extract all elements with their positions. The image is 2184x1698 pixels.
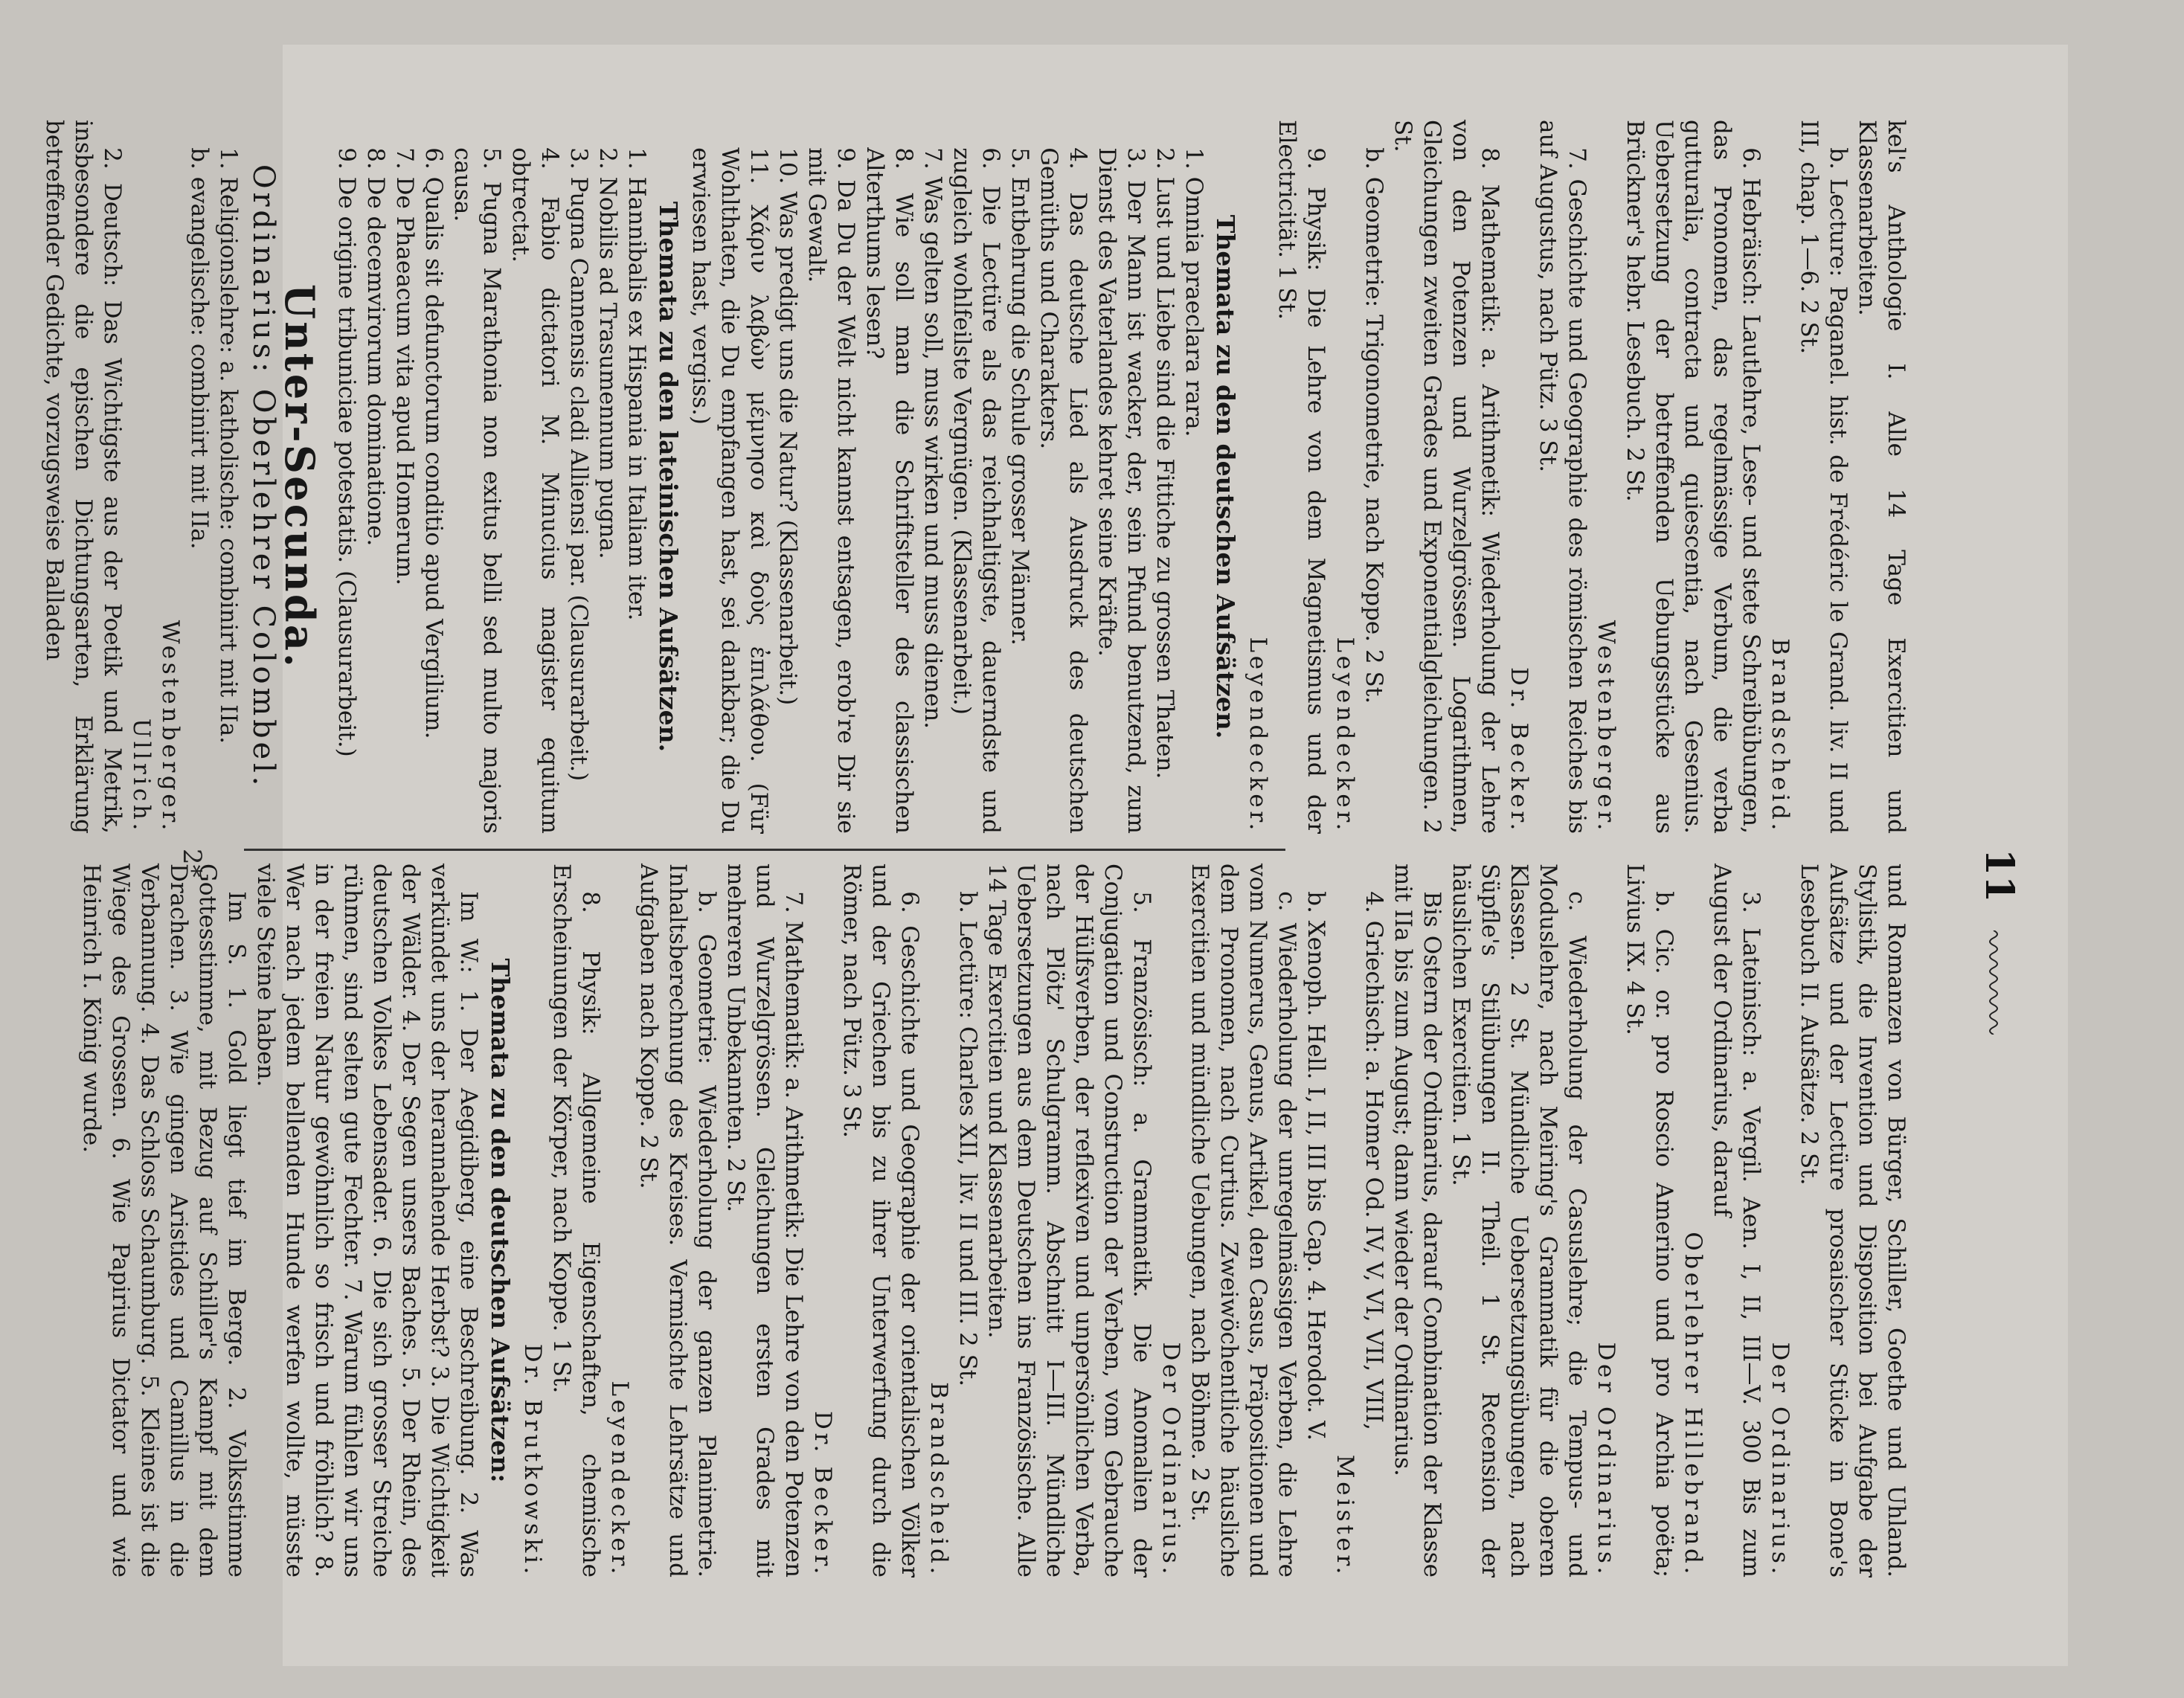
paragraph: b. Lecture: Paganel. hist. de Frédéric le Grand. liv. II und III, chap. 1—6. 2 St. — [1796, 120, 1851, 834]
list-item: 1. Hannibalis ex Hispania in Italiam iter. — [623, 147, 650, 621]
paragraph: b. Geometrie: Wiederholung der ganzen Planimetrie. Inhaltsberechnung des Kreises. Vermischte Lehrsätze und Aufgaben nach Koppe. 2 St. — [635, 864, 720, 1578]
paragraph: b. Geometrie: Trigonometrie, nach Koppe. 2 St. — [1361, 147, 1387, 704]
page-number: 11 — [1976, 849, 2022, 903]
list-item: 9. De origine tribuniciae potestatis. (Clausurarbeit.) — [333, 147, 360, 757]
teacher-signature: Dr. Becker. — [809, 1410, 836, 1578]
latin-themes-list — [332, 120, 651, 834]
paragraph: 6. Hebräisch: Lautlehre, Lese- und stete Schreibübungen, das Pronomen, das regelmässige Verbum, die verba gutturalia, contracta und quiescentia, nach Gesenius. Uebersetzung der betreffenden Uebungsstücke aus Brückner's hebr. Lesebuch. 2 St. — [1622, 120, 1764, 834]
list-item: 2. Lust und Liebe sind die Fittiche zu grossen Thaten. — [1152, 147, 1178, 779]
class-title: Unter-Secunda. — [276, 283, 324, 670]
list-item: 6. Die Lectüre als das reichhaltigste, dauerndste und zugleich wohlfeilste Vergnügen. (Klassenarbeit.) — [948, 147, 1004, 834]
paragraph: 2. Deutsch: Das Wichtigste aus der Poetik und Metrik, insbesondere die epischen Dichtungsarten, Erklärung betreffender Gedichte, vorzugsweise Balladen — [41, 120, 126, 834]
section-heading: Themata zu den lateinischen Aufsätzen. — [654, 201, 683, 753]
teacher-signature: Der Ordinarius. — [1593, 1342, 1619, 1578]
teacher-signature: Dr. Becker. — [1506, 666, 1532, 834]
list-item: 7. De Phaeacum vita apud Homerum. — [391, 147, 418, 586]
paragraph: b. Lectüre: Charles XII, liv. II und III. 2 St. — [954, 891, 981, 1387]
teacher-signature: Westenberger. — [157, 620, 184, 834]
signature-mark: 2* — [177, 849, 207, 878]
list-item: 4. Das deutsche Lied als Ausdruck des deutschen Gemüths und Charakters. — [1035, 147, 1091, 834]
list-item: 1. Omnia praeclara rara. — [1181, 147, 1207, 437]
list-item: 4. Fabio dictatori M. Minucius magister equitum obtrectat. — [507, 147, 563, 834]
paragraph: 7. Mathematik: a. Arithmetik: Die Lehre von den Potenzen und Wurzelgrössen. Gleichungen ersten Grades mit mehreren Unbekannten. 2 St. — [722, 864, 807, 1578]
teacher-signature: Oberlehrer Hillebrand. — [1680, 1232, 1706, 1578]
paragraph: Bis Ostern der Ordinarius, darauf Combination der Klasse mit IIa bis zum August; dann wieder der Ordinarius. — [1390, 864, 1445, 1578]
right-column — [78, 864, 1910, 1578]
german-themes-list — [686, 120, 1208, 834]
list-item: 6. Qualis sit defunctorum conditio apud Vergilium. — [420, 147, 447, 739]
paragraph: b. Xenoph. Hell. I, II, III bis Cap. 4. Herodot. V. — [1303, 891, 1329, 1441]
section-heading: Themata zu den deutschen Aufsätzen. — [1211, 214, 1240, 739]
paragraph: Im W.: 1. Der Aegidiberg, eine Beschreibung. 2. Was verkündet uns der herannahende Herbst? 3. Die Wichtigkeit der Wälder. 4. Der Segen unsers Baches. 5. Der Rhein, des deutschen Volkes Lebensader. 6. Die sich grosser Streiche rühmen, sind selten gute Fechter. 7. Warum fühlen wir uns in der freien Natur gewöhnlich so frisch und fröhlich? 8. Wer nach jedem bellenden Hunde werfen wollte, müsste viele Steine haben. — [252, 864, 482, 1578]
list-item: 11. Χάριν λαβὼν μέμνησο καὶ δοὺς ἐπιλάθου. (Für Wohlthaten, die Du empfangen hast, sei dankbar; die Du erwiesen hast, vergiss.) — [687, 147, 772, 834]
ordinarius-line: Ordinarius: Oberlehrer Colombel. — [246, 164, 280, 790]
list-item: 3. Pugna Cannensis cladi Alliensi par. (Clausurarbeit.) — [565, 147, 592, 782]
teacher-signature: Dr. Brutkowski. — [519, 1343, 546, 1578]
teacher-signature: Ullrich. — [128, 718, 155, 834]
section-heading: Themata zu den deutschen Aufsätzen: — [486, 958, 515, 1483]
list-item: 10. Was predigt uns die Natur? (Klassenarbeit.) — [774, 147, 801, 706]
left-column — [41, 120, 1910, 834]
paragraph: kel's Anthologie I. Alle 14 Tage Exercitien und Klassenarbeiten. — [1854, 120, 1910, 834]
paragraph: Im S. 1. Gold liegt tief im Berge. 2. Volksstimme Gottesstimme, mit Bezug auf Schiller's Kampf mit dem Drachen. 3. Wie gingen Aristides und Camillus in die Verbannung. 4. Das Schloss Schaumburg. 5. Kleines ist die Wiege des Grossen. 6. Wie Papirius Dictator und wie Heinrich I. König wurde. — [78, 864, 250, 1578]
page-header — [1977, 105, 2022, 1592]
teacher-signature: Der Ordinarius. — [1767, 1342, 1793, 1578]
list-item: 7. Was gelten soll, muss wirken und muss dienen. — [919, 147, 946, 730]
teacher-signature: Leyendecker. — [1244, 637, 1271, 834]
teacher-signature: Westenberger. — [1593, 620, 1619, 834]
teacher-signature: Meister. — [1332, 1454, 1358, 1578]
paragraph: 1. Religionslehre: a. katholische: combinirt mit IIa. — [215, 147, 242, 745]
list-item: 2. Nobilis ad Trasumennum pugna. — [594, 147, 621, 559]
list-item: 5. Pugna Marathonia non exitus belli sed multo majoris causa. — [449, 147, 505, 834]
teacher-signature: Brandscheid. — [925, 1382, 952, 1578]
teacher-signature: Leyendecker. — [1332, 637, 1358, 834]
list-item: 3. Der Mann ist wacker, der, sein Pfund benutzend, zum Dienst des Vaterlandes kehret seine Kräfte. — [1093, 147, 1149, 834]
teacher-signature: Brandscheid. — [1767, 638, 1793, 834]
list-item: 8. De decemvirorum dominatione. — [362, 147, 389, 547]
paragraph: 3. Lateinisch: a. Vergil. Aen. I, II, III—V. 300 Bis zum August der Ordinarius, darauf — [1709, 864, 1764, 1578]
paragraph: 7. Geschichte und Geographie des römischen Reiches bis auf Augustus, nach Pütz. 3 St. — [1535, 120, 1590, 834]
decorative-wave-icon — [1986, 930, 2001, 1035]
rotated-page-content — [41, 105, 2022, 1592]
paragraph: c. Wiederholung der unregelmässigen Verben, die Lehre vom Numerus, Genus, Artikel, den Casus, Präpositionen und dem Pronomen, nach Curtius. Zweiwöchentliche häusliche Exercitien und mündliche Uebungen, nach Böhme. 2 St. — [1186, 864, 1300, 1578]
paragraph: 8. Physik: Allgemeine Eigenschaften, chemische Erscheinungen der Körper, nach Koppe. 1 St. — [548, 864, 604, 1578]
paragraph: 9. Physik: Die Lehre von dem Magnetismus und der Electricität. 1 St. — [1274, 120, 1329, 834]
list-item: 5. Entbehrung die Schule grosser Männer. — [1006, 147, 1033, 646]
teacher-signature: Der Ordinarius. — [1157, 1342, 1184, 1578]
list-item: 9. Da Du der Welt nicht kannst entsagen, erob're Dir sie mit Gewalt. — [803, 147, 859, 834]
list-item: 8. Wie soll man die Schriftsteller des classischen Alterthums lesen? — [861, 147, 917, 834]
paragraph: 5. Französisch: a. Grammatik. Die Anomalien der Conjugation und Construction der Verben, vom Gebrauche der Hülfsverben, der reflexiven und unpersönlichen Verba, nach Plötz' Schulgramm. Abschnitt I—III. Mündliche Uebersetzungen aus dem Deutschen ins Französische. Alle 14 Tage Exercitien und Klassenarbeiten. — [983, 864, 1155, 1578]
paragraph: 4. Griechisch: a. Homer Od. IV, V, VI, VII, VIII, — [1361, 891, 1387, 1431]
paragraph: c. Wiederholung der Casuslehre; die Tempus- und Moduslehre, nach Meiring's Grammatik für die oberen Klassen. 2 St. Mündliche Uebersetzungsübungen, nach Süpfle's Stilübungen II. Theil. 1 St. Recension der häuslichen Exercitien. 1 St. — [1448, 864, 1590, 1578]
column-divider — [244, 849, 1285, 851]
paragraph: und Romanzen von Bürger, Schiller, Goethe und Uhland. Stylistik, die Invention und Disposition bei Aufgabe der Aufsätze und der Lectüre prosaischer Stücke in Bone's Lesebuch II. Aufsätze. 2 St. — [1796, 864, 1910, 1578]
teacher-signature: Leyendecker. — [606, 1380, 633, 1578]
paragraph: b. evangelische: combinirt mit IIa. — [186, 147, 213, 550]
paragraph: 6. Geschichte und Geographie der orientalischen Völker und der Griechen bis zu ihrer Unterwerfung durch die Römer, nach Pütz. 3 St. — [838, 864, 923, 1578]
paragraph: b. Cic. or. pro Roscio Amerino und pro Archia poëta; Livius IX. 4 St. — [1622, 864, 1677, 1578]
paragraph: 8. Mathematik: a. Arithmetik: Wiederholung der Lehre von den Potenzen und Wurzelgrössen. Logarithmen, Gleichungen zweiten Grades und Exponentialgleichungen. 2 St. — [1390, 120, 1503, 834]
